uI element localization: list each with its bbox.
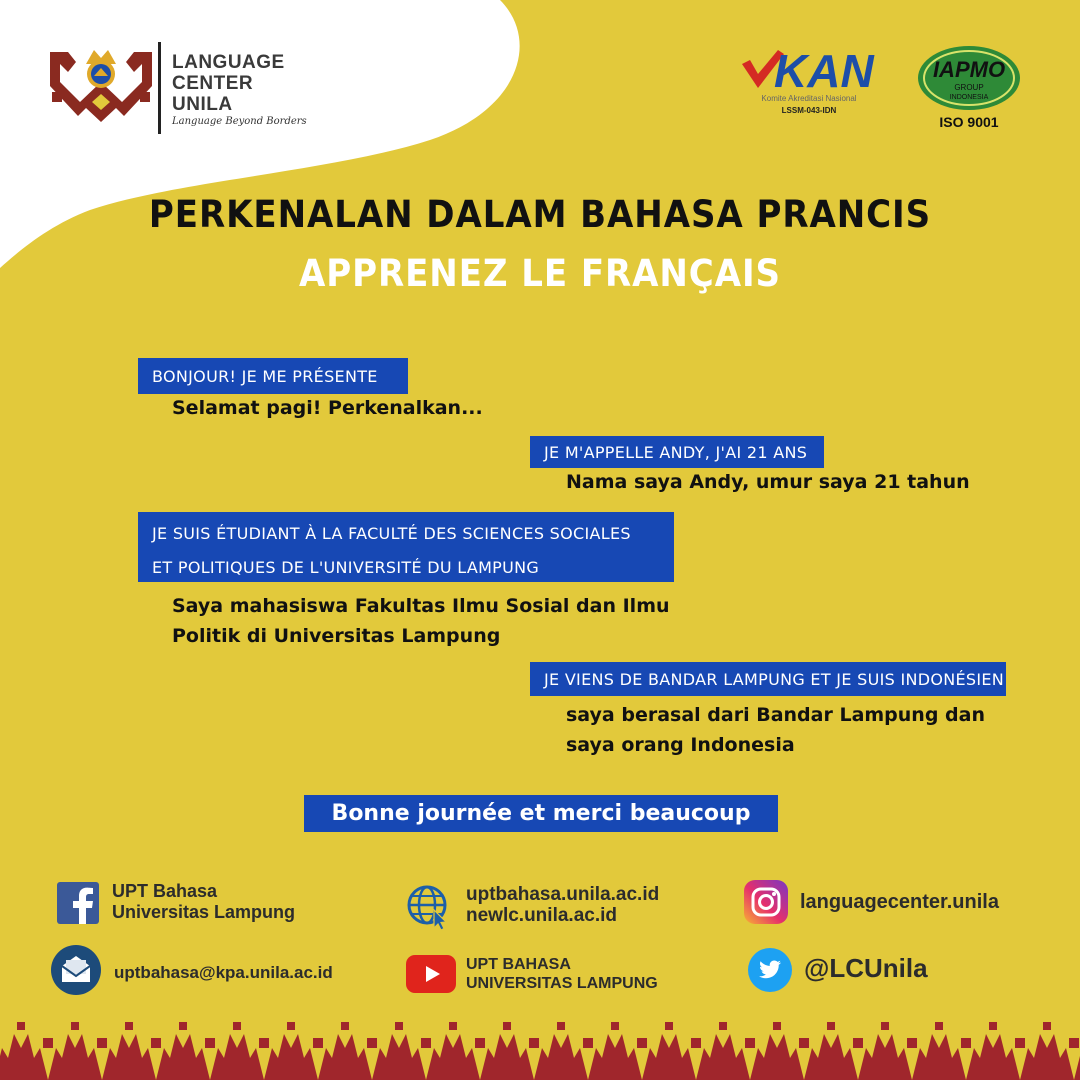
border-dot: [827, 1022, 835, 1030]
indonesian-translation-4: [566, 700, 1036, 760]
border-dot: [637, 1038, 647, 1048]
border-dot: [961, 1038, 971, 1048]
iso-label: ISO 9001: [939, 114, 999, 130]
logo-name-line-3: UNILA: [172, 94, 233, 115]
french-phrase-3-line-2: ET POLITIQUES DE L'UNIVERSITÉ DU LAMPUNG: [152, 558, 540, 577]
iapmo-line-2: INDONESIA: [949, 94, 989, 101]
envelope-icon[interactable]: [50, 944, 102, 996]
border-dot: [665, 1022, 673, 1030]
border-dot: [367, 1038, 377, 1048]
decorative-bottom-border: [0, 1018, 1080, 1080]
border-dot: [1043, 1022, 1051, 1030]
indonesian-translation-4-line-1: saya berasal dari Bandar Lampung dan: [566, 704, 986, 726]
border-dot: [259, 1038, 269, 1048]
border-dot: [557, 1022, 565, 1030]
instagram-icon[interactable]: [744, 880, 788, 924]
border-dot: [421, 1038, 431, 1048]
border-dot: [151, 1038, 161, 1048]
facebook-line-1: UPT Bahasa: [112, 881, 218, 901]
border-dot: [1069, 1038, 1079, 1048]
border-dot: [313, 1038, 323, 1048]
border-dot: [691, 1038, 701, 1048]
border-dot: [125, 1022, 133, 1030]
border-dot: [287, 1022, 295, 1030]
indonesian-translation-4-line-2: saya orang Indonesia: [566, 734, 795, 756]
border-dot: [449, 1022, 457, 1030]
border-dot: [71, 1022, 79, 1030]
border-dot: [853, 1038, 863, 1048]
kan-code: LSSM-043-IDN: [781, 106, 837, 115]
border-dot: [773, 1022, 781, 1030]
instagram-handle[interactable]: languagecenter.unila: [800, 891, 999, 913]
facebook-contact[interactable]: [112, 881, 295, 923]
youtube-line-1: UPT BAHASA: [466, 956, 571, 973]
kan-logo: KAN: [774, 45, 874, 97]
french-phrase-3: [138, 512, 674, 582]
border-dot: [799, 1038, 809, 1048]
logo-divider: [158, 42, 161, 134]
border-dot: [529, 1038, 539, 1048]
logo-name-line-1: LANGUAGE: [172, 52, 285, 73]
french-phrase-2: JE M'APPELLE ANDY, J'AI 21 ANS: [530, 436, 824, 468]
border-dot: [341, 1022, 349, 1030]
border-dot: [475, 1038, 485, 1048]
iapmo-mark: IAPMO: [932, 57, 1006, 82]
website-link-2[interactable]: newlc.unila.ac.id: [466, 905, 617, 926]
border-dot: [881, 1022, 889, 1030]
twitter-icon[interactable]: [748, 948, 792, 992]
border-dot: [907, 1038, 917, 1048]
indonesian-translation-2: Nama saya Andy, umur saya 21 tahun: [566, 471, 970, 493]
facebook-line-2: Universitas Lampung: [112, 902, 296, 922]
border-dot: [205, 1038, 215, 1048]
logo-name-line-2: CENTER: [172, 73, 254, 94]
kan-subtitle: Komite Akreditasi Nasional: [761, 94, 857, 103]
french-phrase-1: BONJOUR! JE ME PRÉSENTE: [138, 358, 408, 394]
website-link-1[interactable]: uptbahasa.unila.ac.id: [466, 884, 660, 905]
border-dot: [719, 1022, 727, 1030]
border-dot: [503, 1022, 511, 1030]
border-dot: [395, 1022, 403, 1030]
french-phrase-4: JE VIENS DE BANDAR LAMPUNG ET JE SUIS INDONÉSIEN: [530, 662, 1006, 696]
border-dot: [97, 1038, 107, 1048]
logo-tagline: Language Beyond Borders: [172, 116, 307, 127]
email-address[interactable]: uptbahasa@kpa.unila.ac.id: [114, 963, 333, 982]
indonesian-translation-3: [172, 591, 732, 651]
main-title: PERKENALAN DALAM BAHASA PRANCIS: [148, 193, 932, 236]
border-dot: [179, 1022, 187, 1030]
youtube-channel[interactable]: [466, 955, 658, 993]
border-dot: [583, 1038, 593, 1048]
border-dot: [989, 1022, 997, 1030]
border-dot: [1015, 1038, 1025, 1048]
border-dot: [233, 1022, 241, 1030]
border-dot: [611, 1022, 619, 1030]
facebook-icon[interactable]: [57, 882, 99, 924]
indonesian-translation-3-line-2: Politik di Universitas Lampung: [172, 625, 501, 647]
twitter-handle[interactable]: @LCUnila: [804, 953, 928, 983]
border-dot: [43, 1038, 53, 1048]
website-links[interactable]: [466, 884, 659, 926]
globe-icon[interactable]: [406, 884, 452, 930]
language-center-name: [172, 52, 285, 115]
iapmo-logo: [916, 44, 1022, 112]
language-center-emblem: [46, 42, 156, 126]
border-dot: [17, 1022, 25, 1030]
sub-title: APPRENEZ LE FRANÇAIS: [299, 252, 781, 295]
indonesian-translation-3-line-1: Saya mahasiswa Fakultas Ilmu Sosial dan Ilmu: [172, 595, 670, 617]
border-dot: [745, 1038, 755, 1048]
youtube-line-2: UNIVERSITAS LAMPUNG: [466, 975, 658, 992]
iapmo-line-1: GROUP: [954, 83, 984, 92]
french-phrase-3-line-1: JE SUIS ÉTUDIANT À LA FACULTÉ DES SCIENCES SOCIALES: [152, 524, 631, 543]
border-dot: [935, 1022, 943, 1030]
youtube-icon[interactable]: [406, 955, 456, 993]
closing-banner: Bonne journée et merci beaucoup: [304, 795, 778, 832]
indonesian-translation-1: Selamat pagi! Perkenalkan...: [172, 397, 483, 419]
